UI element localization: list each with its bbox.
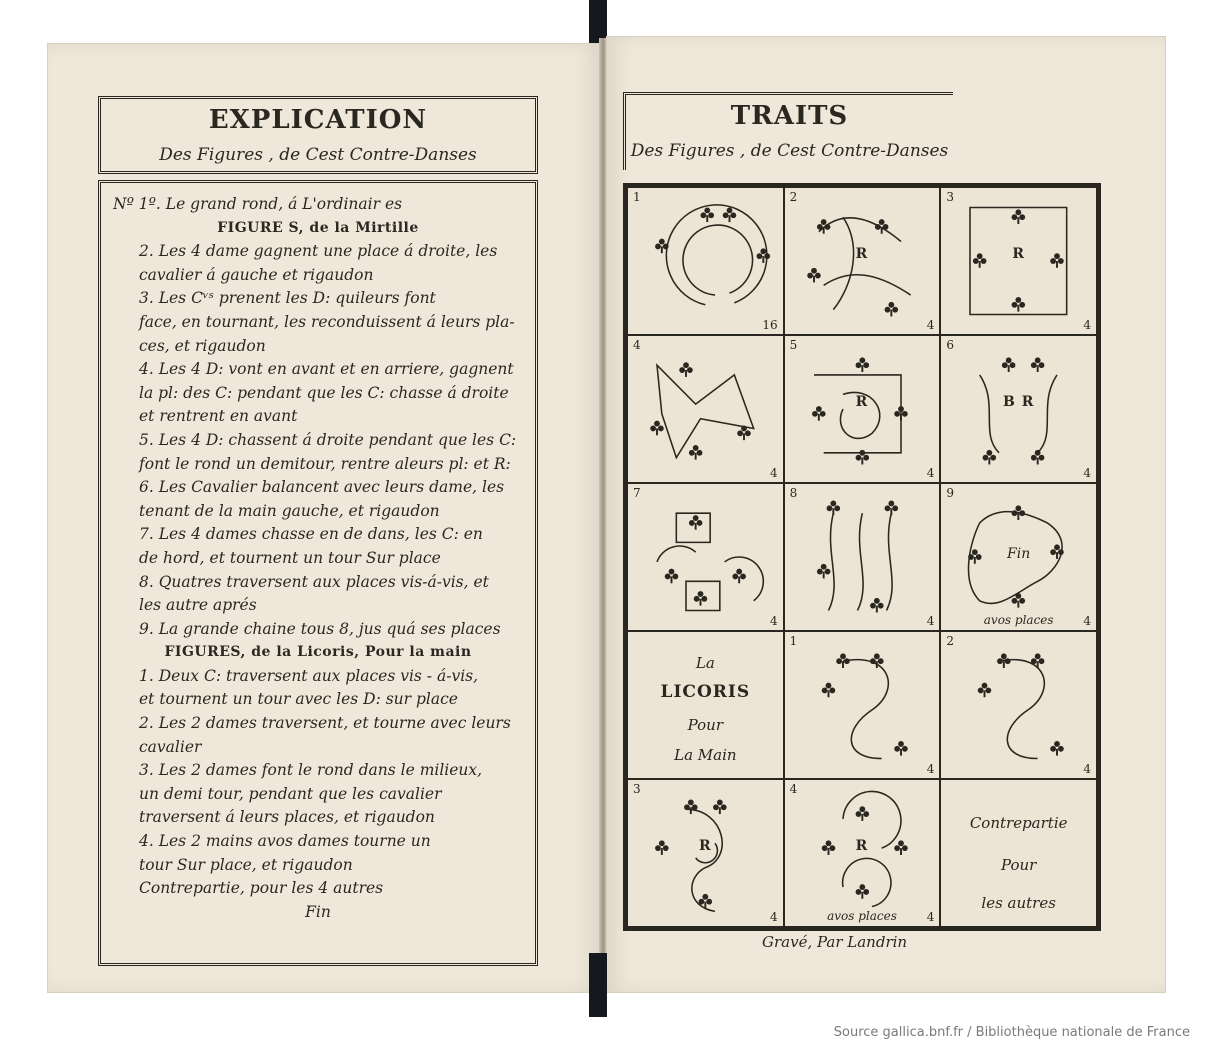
measure-count: 4	[1083, 614, 1091, 628]
figure-number: 2	[946, 634, 954, 648]
dance-path-line	[857, 513, 863, 610]
explication-line: 4. Les 4 D: vont en avant et en arriere, gagnent	[139, 360, 514, 379]
licoris-label: La Main	[674, 746, 737, 764]
dancer-glyph	[665, 569, 679, 584]
figure-cell	[628, 336, 783, 482]
measure-count: 4	[1083, 762, 1091, 776]
dancer-glyph	[679, 362, 693, 377]
figure-number: 3	[633, 782, 641, 796]
figure-label: R	[855, 394, 869, 410]
figure-cell	[941, 336, 1096, 482]
left-page	[47, 43, 600, 993]
explication-line: FIGURE S, de la Mirtille	[217, 219, 419, 236]
figure-caption: avos places	[983, 613, 1054, 627]
figure-number: 5	[789, 338, 798, 352]
explication-line: 1. Deux C: traversent aux places vis - á-vis,	[139, 666, 479, 685]
figure-number: 6	[946, 338, 954, 352]
dance-diagram	[628, 336, 783, 482]
licoris-label: La	[695, 654, 715, 672]
dancer-glyph	[870, 653, 884, 668]
figure-label: R	[855, 246, 869, 262]
figure-label: R	[1012, 246, 1025, 262]
dancer-glyph	[689, 445, 703, 460]
dance-path-line	[828, 513, 834, 610]
measure-count: 4	[770, 910, 778, 924]
dance-path-line	[818, 218, 900, 242]
figure-cell	[785, 188, 940, 334]
figure-number: 1	[789, 634, 798, 648]
dancer-glyph	[817, 564, 831, 579]
dancer-glyph	[732, 569, 746, 584]
dancer-glyph	[855, 806, 869, 821]
figure-label: Fin	[1007, 546, 1031, 562]
figure-caption: avos places	[827, 909, 897, 923]
explication-text-block	[98, 180, 538, 966]
explication-line: 7. Les 4 dames chasse en de dans, les C: en	[139, 525, 483, 544]
dancer-glyph	[978, 683, 992, 698]
dancer-glyph	[689, 515, 703, 530]
measure-count: 4	[926, 762, 935, 776]
dancer-glyph	[1031, 653, 1045, 668]
figure-cell	[941, 780, 1096, 926]
figure-number: 7	[633, 486, 641, 500]
dancer-glyph	[694, 591, 708, 606]
dancer-glyph	[855, 884, 869, 899]
dance-path-line	[833, 217, 853, 309]
dancer-glyph	[723, 207, 737, 222]
explication-line: face, en tournant, les reconduissent á leurs pla-	[139, 312, 515, 331]
figure-cell	[628, 484, 783, 630]
traits-subtitle: Des Figures , de Cest Contre-Danses	[630, 141, 949, 161]
explication-line: 3. Les Cᵛˢ prenent les D: quileurs font	[139, 289, 436, 308]
explication-title: EXPLICATION	[208, 105, 428, 135]
figure-cell	[941, 188, 1096, 334]
dancer-glyph	[757, 248, 771, 263]
explication-line: 6. Les Cavalier balancent avec leurs dame, les	[139, 478, 505, 497]
dance-path-line	[686, 581, 720, 610]
explication-line: 2. Les 4 dame gagnent une place á droite, les	[139, 242, 498, 261]
dancer-glyph	[821, 683, 835, 698]
figure-number: 1	[633, 190, 641, 204]
dance-path-line	[657, 546, 696, 562]
dancer-glyph	[884, 501, 898, 516]
explication-line: Nº 1º. Le grand rond, á L'ordinair es	[113, 195, 403, 213]
figure-number: 4	[789, 782, 798, 796]
traits-header	[623, 92, 953, 170]
dancer-glyph	[1031, 450, 1045, 465]
explication-line: Contrepartie, pour les 4 autres	[139, 879, 384, 898]
dancer-glyph	[855, 357, 869, 372]
dancer-glyph	[875, 219, 889, 234]
explication-line: traversent á leurs places, et rigaudon	[139, 808, 435, 827]
dance-path-line	[814, 375, 901, 453]
dance-diagram	[628, 484, 783, 630]
figure-number: 9	[946, 486, 954, 500]
explication-subtitle: Des Figures , de Cest Contre-Danses	[159, 145, 477, 165]
licoris-label: Pour	[687, 716, 723, 734]
explication-line: 5. Les 4 D: chassent á droite pendant que les C:	[139, 430, 517, 449]
explication-header	[98, 96, 538, 174]
dancer-glyph	[1002, 357, 1016, 372]
dancer-glyph	[870, 598, 884, 613]
dance-diagram	[785, 632, 940, 778]
dancer-glyph	[1012, 297, 1026, 312]
measure-count: 4	[926, 910, 935, 924]
dancer-glyph	[1051, 741, 1065, 756]
explication-line: tour Sur place, et rigaudon	[139, 855, 353, 874]
figure-cell	[628, 188, 783, 334]
explication-line: 4. Les 2 mains avos dames tourne un	[139, 832, 431, 851]
traits-title: TRAITS	[730, 101, 849, 131]
figure-number: 4	[633, 338, 641, 352]
figure-diagram-grid	[623, 183, 1101, 931]
figure-number: 8	[789, 486, 798, 500]
figure-number: 3	[946, 190, 954, 204]
explication-line: ces, et rigaudon	[139, 336, 266, 355]
contrepartie-label: Contrepartie	[969, 814, 1068, 832]
dancer-glyph	[894, 741, 908, 756]
dancer-glyph	[1031, 357, 1045, 372]
dancer-glyph	[700, 207, 714, 222]
measure-count: 4	[926, 466, 935, 480]
dance-path-line	[657, 365, 754, 457]
dance-path-line	[886, 513, 892, 610]
dance-path-line	[683, 225, 753, 295]
figure-label: R	[855, 838, 869, 854]
explication-line: la pl: des C: pendant que les C: chasse á droite	[139, 383, 509, 402]
licoris-label: LICORIS	[660, 682, 751, 702]
figure-cell	[785, 336, 940, 482]
figure-number: 2	[789, 190, 798, 204]
measure-count: 16	[762, 318, 778, 332]
dancer-glyph	[650, 421, 664, 436]
figure-label: R	[699, 838, 712, 854]
dancer-glyph	[983, 450, 997, 465]
measure-count: 4	[926, 614, 935, 628]
contrepartie-label: les autres	[981, 894, 1056, 912]
source-attribution: Source gallica.bnf.fr / Bibliothèque nationale de France	[833, 1025, 1190, 1040]
explication-line: font le rond un demitour, rentre aleurs pl: et R:	[139, 454, 511, 473]
dance-path-line	[823, 275, 910, 295]
figure-cell	[941, 632, 1096, 778]
bookmark-ribbon-bottom	[589, 953, 607, 1017]
figure-cell	[785, 484, 940, 630]
right-page	[606, 36, 1166, 993]
explication-lines	[113, 193, 523, 924]
measure-count: 4	[770, 614, 778, 628]
measure-count: 4	[1083, 466, 1091, 480]
dancer-glyph	[684, 799, 698, 814]
figure-cell	[785, 632, 940, 778]
explication-line: 2. Les 2 dames traversent, et tourne avec leurs	[139, 714, 511, 733]
dance-path-line	[1038, 375, 1057, 453]
measure-count: 4	[1083, 318, 1091, 332]
explication-line: 9. La grande chaine tous 8, jus quá ses places	[139, 619, 501, 638]
measure-count: 4	[770, 466, 778, 480]
dance-diagram	[785, 484, 940, 630]
dance-diagram	[628, 188, 783, 334]
dancer-glyph	[1012, 209, 1026, 224]
explication-line: cavalier	[139, 737, 202, 756]
explication-line: FIGURES, de la Licoris, Pour la main	[164, 644, 472, 661]
figure-cell	[628, 632, 783, 778]
engraver-credit: Gravé, Par Landrin	[762, 933, 908, 951]
dancer-glyph	[884, 302, 898, 317]
figure-label: B R	[1002, 394, 1035, 410]
explication-line: 3. Les 2 dames font le rond dans le milieux,	[139, 761, 483, 780]
dance-path-line	[999, 660, 1044, 759]
dance-path-line	[843, 660, 888, 759]
explication-line: Fin	[305, 902, 331, 921]
explication-line: et rentrent en avant	[139, 407, 298, 426]
dance-path-line	[842, 858, 890, 906]
dancer-glyph	[713, 799, 727, 814]
dancer-glyph	[826, 501, 840, 516]
explication-line: de hord, et tournent un tour Sur place	[139, 548, 441, 567]
measure-count: 4	[926, 318, 935, 332]
contrepartie-label: Pour	[1000, 856, 1037, 874]
explication-line: les autre aprés	[139, 596, 257, 615]
figure-cell	[628, 780, 783, 926]
explication-line: 8. Quatres traversent aux places vis-á-vis, et	[139, 572, 489, 591]
explication-line: et tournent un tour avec les D: sur place	[139, 690, 458, 709]
dance-diagram	[941, 632, 1096, 778]
explication-line: un demi tour, pendant que les cavalier	[139, 784, 442, 803]
dance-path-line	[980, 375, 999, 453]
dancer-glyph	[807, 268, 821, 283]
explication-line: tenant de la main gauche, et rigaudon	[139, 501, 440, 520]
figure-cell	[785, 780, 940, 926]
explication-line: cavalier á gauche et rigaudon	[139, 265, 374, 284]
figure-cell	[941, 484, 1096, 630]
